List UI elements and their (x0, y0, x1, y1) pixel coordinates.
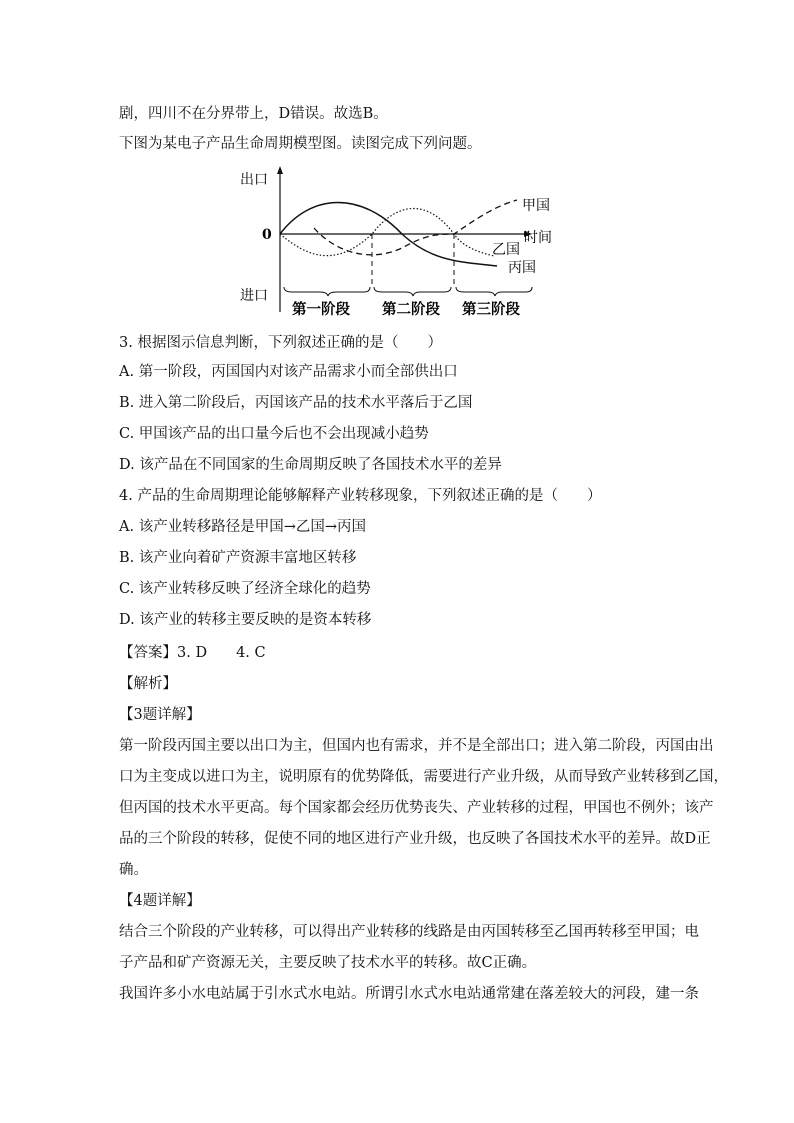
stage-label: 第一阶段 (292, 301, 350, 318)
stage-label: 第二阶段 (382, 301, 440, 318)
figure-intro: 下图为某电子产品生命周期模型图。读图完成下列问题。 (119, 136, 482, 152)
q4-detail-heading: 【4题详解】 (119, 893, 201, 909)
option-b: B. 该产业向着矿产资源丰富地区转移 (119, 550, 357, 566)
x-axis-label: 时间 (524, 230, 552, 246)
option-d: D. 该产品在不同国家的生命周期反映了各国技术水平的差异 (119, 457, 502, 473)
curve-jia (314, 200, 517, 255)
q4-detail-line: 子产品和矿产资源无关，主要反映了技术水平的转移。故C正确。 (119, 955, 537, 971)
label-bing: 丙国 (508, 260, 536, 276)
stage-label: 第三阶段 (462, 301, 520, 318)
stage-bracket (374, 287, 451, 296)
y-top-label: 出口 (240, 172, 268, 188)
q3-detail-line: 品的三个阶段的转移，促使不同的地区进行产业升级，也反映了各国技术水平的差异。故D正 (119, 831, 711, 847)
y-bottom-label: 进口 (240, 288, 268, 304)
curve-yi (280, 208, 494, 256)
option-a: A. 该产业转移路径是甲国→乙国→丙国 (119, 519, 366, 535)
stage-bracket (284, 287, 370, 296)
stage-bracket (456, 287, 532, 296)
answer-line: 【答案】3. D 4. C (119, 645, 266, 661)
product-lifecycle-figure (232, 162, 562, 322)
option-a: A. 第一阶段，丙国国内对该产品需求小而全部供出口 (119, 364, 458, 380)
next-passage-line: 我国许多小水电站属于引水式水电站。所谓引水式水电站通常建在落差较大的河段，建一条 (119, 986, 699, 1002)
question-stem: 4. 产品的生命周期理论能够解释产业转移现象，下列叙述正确的是（ ） (119, 488, 602, 504)
q3-detail-heading: 【3题详解】 (119, 707, 201, 723)
q4-detail-line: 结合三个阶段的产业转移，可以得出产业转移的线路是由丙国转移至乙国再转移至甲国；电 (119, 924, 699, 940)
option-c: C. 甲国该产品的出口量今后也不会出现减小趋势 (119, 426, 429, 442)
option-c: C. 该产业转移反映了经济全球化的趋势 (119, 581, 371, 597)
option-d: D. 该产业的转移主要反映的是资本转移 (119, 612, 372, 628)
option-b: B. 进入第二阶段后，丙国该产品的技术水平落后于乙国 (119, 395, 473, 411)
zero-label: 0 (262, 227, 272, 243)
text-line: 剧，四川不在分界带上，D错误。故选B。 (119, 106, 388, 122)
q3-detail-line: 口为主变成以进口为主，说明原有的优势降低，需要进行产业升级，从而导致产业转移到乙国， (119, 769, 728, 785)
label-jia: 甲国 (522, 198, 550, 214)
q3-detail-line: 但丙国的技术水平更高。每个国家都会经历优势丧失、产业转移的过程，甲国也不例外；该产 (119, 800, 714, 816)
q3-detail-line: 第一阶段丙国主要以出口为主，但国内也有需求，并不是全部出口；进入第二阶段，丙国由出 (119, 738, 714, 754)
analysis-heading: 【解析】 (119, 676, 177, 692)
label-yi: 乙国 (492, 242, 520, 258)
question-stem: 3. 根据图示信息判断，下列叙述正确的是（ ） (119, 335, 442, 351)
q3-detail-line: 确。 (119, 862, 148, 878)
y-axis-arrow (277, 166, 283, 174)
